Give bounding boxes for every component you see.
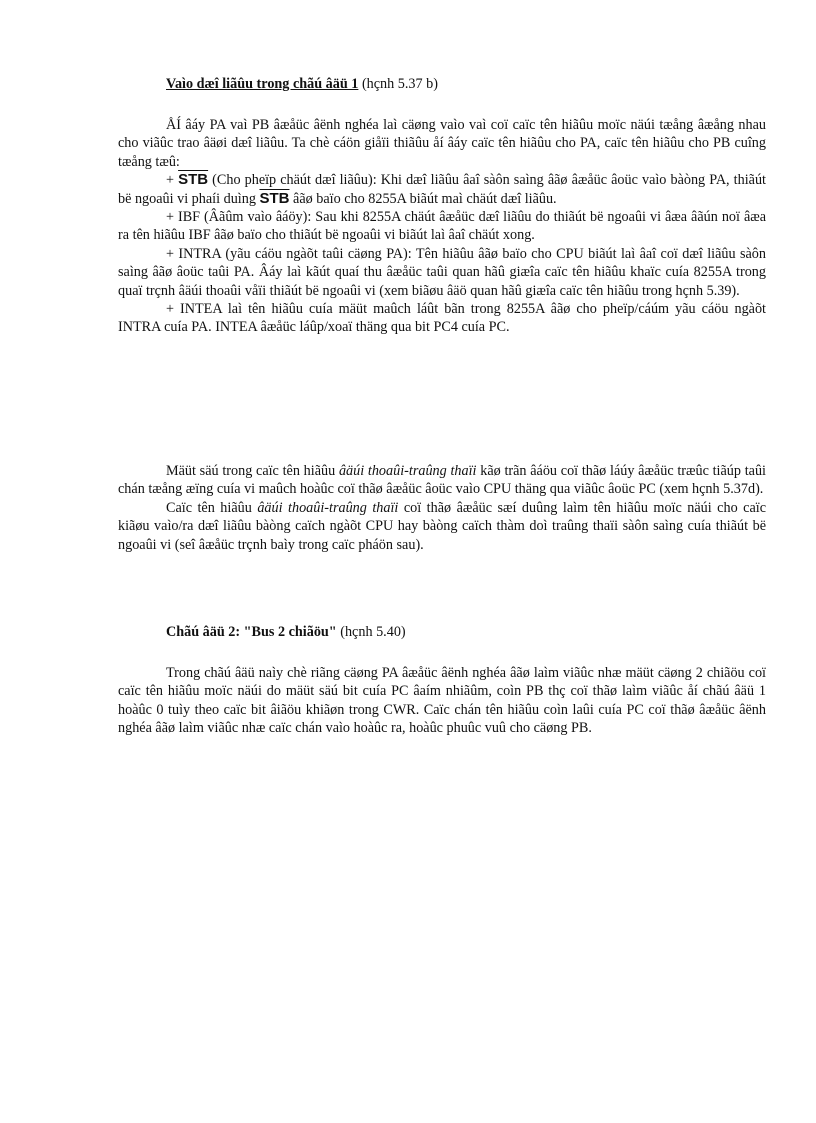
section-2-title: Chãú âäü 2: "Bus 2 chiãöu" — [166, 624, 337, 640]
stb-text-2: âãø baïo cho 8255A biãút maì chäút dæî liãûu. — [293, 190, 557, 207]
italic-term: âäúi thoaûi-traûng thaïi — [257, 499, 399, 516]
text-run: Mäüt säú trong caïc tên hiãûu — [166, 463, 339, 479]
stb-text-1: (Cho pheïp chäút dæî liãûu): Khi dæî liãûu âaî sàôn saìng âãø âæåüc âoüc vaìo bàòng PA, thiãút bë ngoaûi vi phaíi duìng — [118, 172, 766, 207]
stb-label: $\overline{STB}$ — [178, 171, 209, 189]
italic-term: âäúi thoaûi-traûng thaïi — [338, 463, 477, 479]
section-1-title: Vaìo dæî liãûu trong chãú âäü 1 — [166, 76, 359, 92]
stb-prefix: + — [166, 172, 175, 189]
paragraph-mot-so — [118, 462, 766, 499]
text-run: kãø trãn âáöu coï thãø láúy âæåüc træûc tiãúp taûi chán tæång æïng cuía vi maûch hoàûc coï thãø âæåüc âoüc vaìo CPU thäng qua viãûc âoüc PC (xem hçnh 5.37d). — [118, 463, 766, 498]
section-2-heading — [166, 623, 766, 641]
section-2-ref: (hçnh 5.40) — [340, 624, 406, 640]
paragraph-stb — [118, 171, 766, 208]
paragraph-intea: + INTEA laì tên hiãûu cuía mäüt maûch láût bãn trong 8255A âãø cho pheïp/cáúm yãu cáöu ngàõt INTRA cuía PA. INTEA âæåüc láûp/xoaï thäng qua bit PC4 cuía PC. — [118, 301, 766, 336]
paragraph-che-do-2: Trong chãú âäü naìy chè riãng cäøng PA âæåüc âënh nghéa âãø laìm viãûc nhæ mäüt cäøng 2 chiãöu coï caïc tên hiãûu moïc näúi do mäüt säú bit cuía PC âaím nhiãûm, coìn PB thç coï thãø laìm viãûc åí chãú âäü 1 hoàûc 0 tuìy theo caïc bit âiãöu khiãøn trong CWR. Caïc chán tên hiãûu coìn laûi cuía PC coï thãø âæåüc âënh nghéa âãø laìm viãûc nhæ caïc chán vaìo hoàûc ra, hoàûc phuûc vuû cho cäøng PB. — [118, 665, 766, 737]
body-block-3 — [118, 664, 766, 738]
stb-label-2: $\overline{STB}$ — [259, 189, 290, 207]
text-run: Caïc tên hiãûu — [166, 499, 258, 516]
paragraph-ibf: + IBF (Âãûm vaìo âáöy): Sau khi 8255A chäút âæåüc dæî liãûu do thiãút bë ngoaûi vi âæa âãún noï âæa ra tên hiãûu IBF âãø baïo cho thiãút bë ngoaûi vi biãút laì âaî chäút xong. — [118, 209, 766, 244]
body-block-2 — [118, 462, 766, 554]
section-1-heading — [166, 75, 766, 93]
paragraph-intra: + INTRA (yãu cáöu ngàõt taûi cäøng PA): Tên hiãûu âãø baïo cho CPU biãút laì âaî coï dæî liãûu sàôn saìng âãø âoüc taûi PA. Âáy laì kãút quaí thu âæåüc taûi quan hãû giæîa caïc tên hiãûu khaïc cuía 8255A trong quaï trçnh âäúi thoaûi våïi thiãút bë ngoaûi vi (xem biãøu âäö quan hãû giæîa caïc tên hiãûu trong hçnh 5.39). — [118, 245, 766, 299]
body-block-1 — [118, 116, 766, 337]
paragraph-cac-tin-hieu — [118, 499, 766, 554]
section-1-ref: (hçnh 5.37 b) — [361, 76, 438, 92]
text-run: coï thãø âæåüc sæí duûng laìm tên hiãûu moïc näúi cho caïc kiãøu vaìo/ra dæî liãûu bàòng caïch ngàõt CPU hay bàòng caïch thàm doì traûng thaïi sàôn saìng cuía thiãút bë ngoaûi vi (seî âæåüc trçnh baìy trong caïc pháön sau). — [118, 499, 766, 553]
paragraph-intro: ÅÍ âáy PA vaì PB âæåüc âënh nghéa laì cäøng vaìo vaì coï caïc tên hiãûu moïc näúi tæång âæång nhau cho viãûc trao âäøi dæî liãûu. Ta chè cáön giåïi thiãûu åí âáy caïc tên hiãûu cho PA, caïc tên hiãûu cho PB cuîng tæång tæû: — [118, 117, 766, 170]
